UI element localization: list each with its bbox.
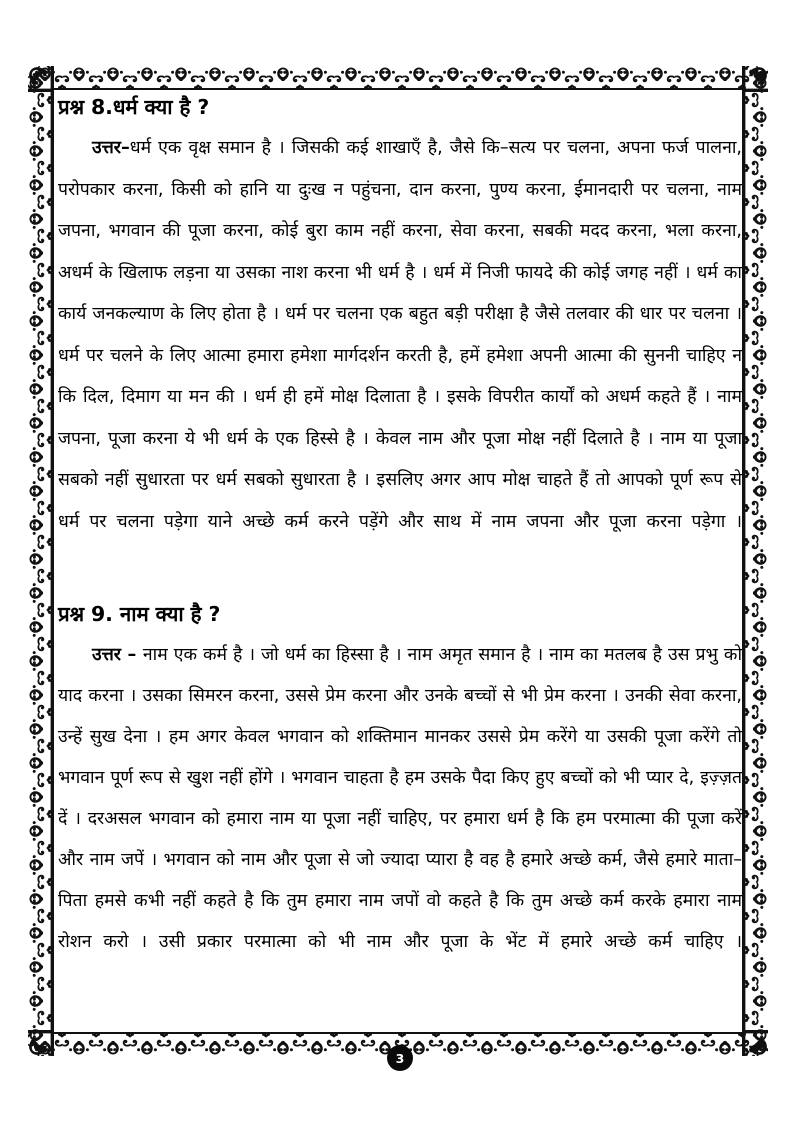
- page-content: [58, 92, 742, 1004]
- border-ornament-right: [742, 66, 768, 1056]
- question-8-answer: [58, 128, 742, 585]
- question-9-answer: [58, 635, 742, 1004]
- answer-body-9: नाम एक कर्म है । जो धर्म का हिस्सा है । नाम अमृत समान है । नाम का मतलब है उस प्रभु को याद करना । उसका सिमरन करना, उससे प्रेम करना और उनके बच्चों से भी प्रेम करना । उनकी सेवा करना, उन्हें सुख देना । हम अगर केवल भगवान को शक्तिमान मानकर उससे प्रेम करेंगे या उसकी पूजा करेंगे तो भगवान पूर्ण रूप से खुश नहीं होंगे । भगवान चाहता है हम उसके पैदा किए हुए बच्चों को भी प्यार दे, इज़्ज़त दें । दरअसल भगवान को हमारा नाम या पूजा नहीं चाहिए, पर हमारा धर्म है कि हम परमात्मा की पूजा करें और नाम जपें । भगवान को नाम और पूजा से जो ज्यादा प्यारा है वह है हमारे अच्छे कर्म, जैसे हमारे माता–पिता हमसे कभी नहीं कहते है कि तुम हमारा नाम जपों वो कहते है कि तुम अच्छे कर्म करके हमारा नाम रोशन करो । उसी प्रकार परमात्मा को भी नाम और पूजा के भेंट में हमारे अच्छे कर्म चाहिए ।: [58, 644, 742, 952]
- question-9-heading: प्रश्न 9. नाम क्या है ?: [58, 601, 221, 626]
- page-number-badge: 3: [387, 1045, 413, 1071]
- question-block-9: [58, 599, 742, 1004]
- question-block-8: [58, 92, 742, 585]
- answer-label-9: उत्तर –: [92, 644, 143, 665]
- question-8-heading: प्रश्न 8.धर्म क्या है ?: [58, 95, 210, 119]
- section-spacer: [58, 589, 742, 599]
- answer-body-8: धर्म एक वृक्ष समान है । जिसकी कई शाखाएँ है, जैसे कि–सत्य पर चलना, अपना फर्ज पालना, परोपकार करना, किसी को हानि या दुःख न पहुंचना, दान करना, पुण्य करना, ईमानदारी पर चलना, नाम जपना, भगवान की पूजा करना, कोई बुरा काम नहीं करना, सेवा करना, सबकी मदद करना, भला करना, अधर्म के खिलाफ लड़ना या उसका नाश करना भी धर्म है । धर्म में निजी फायदे की कोई जगह नहीं । धर्म का कार्य जनकल्याण के लिए होता है । धर्म पर चलना एक बहुत बड़ी परीक्षा है जैसे तलवार की धार पर चलना । धर्म पर चलने के लिए आत्मा हमारा हमेशा मार्गदर्शन करती है, हमें हमेशा अपनी आत्मा की सुननी चाहिए न कि दिल, दिमाग या मन की । धर्म ही हमें मोक्ष दिलाता है । इसके विपरीत कार्यों को अधर्म कहते हैं । नाम जपना, पूजा करना ये भी धर्म के एक हिस्से है । केवल नाम और पूजा मोक्ष नहीं दिलाते है । नाम या पूजा सबको नहीं सुधारता पर धर्म सबको सुधारता है । इसलिए अगर आप मोक्ष चाहते हैं तो आपको पूर्ण रूप से धर्म पर चलना पड़ेगा याने अच्छे कर्म करने पड़ेंगे और साथ में नाम जपना और पूजा करना पड़ेगा ।: [58, 138, 742, 532]
- border-ornament-left: [28, 66, 54, 1056]
- answer-label-8: उत्तर–: [92, 138, 130, 158]
